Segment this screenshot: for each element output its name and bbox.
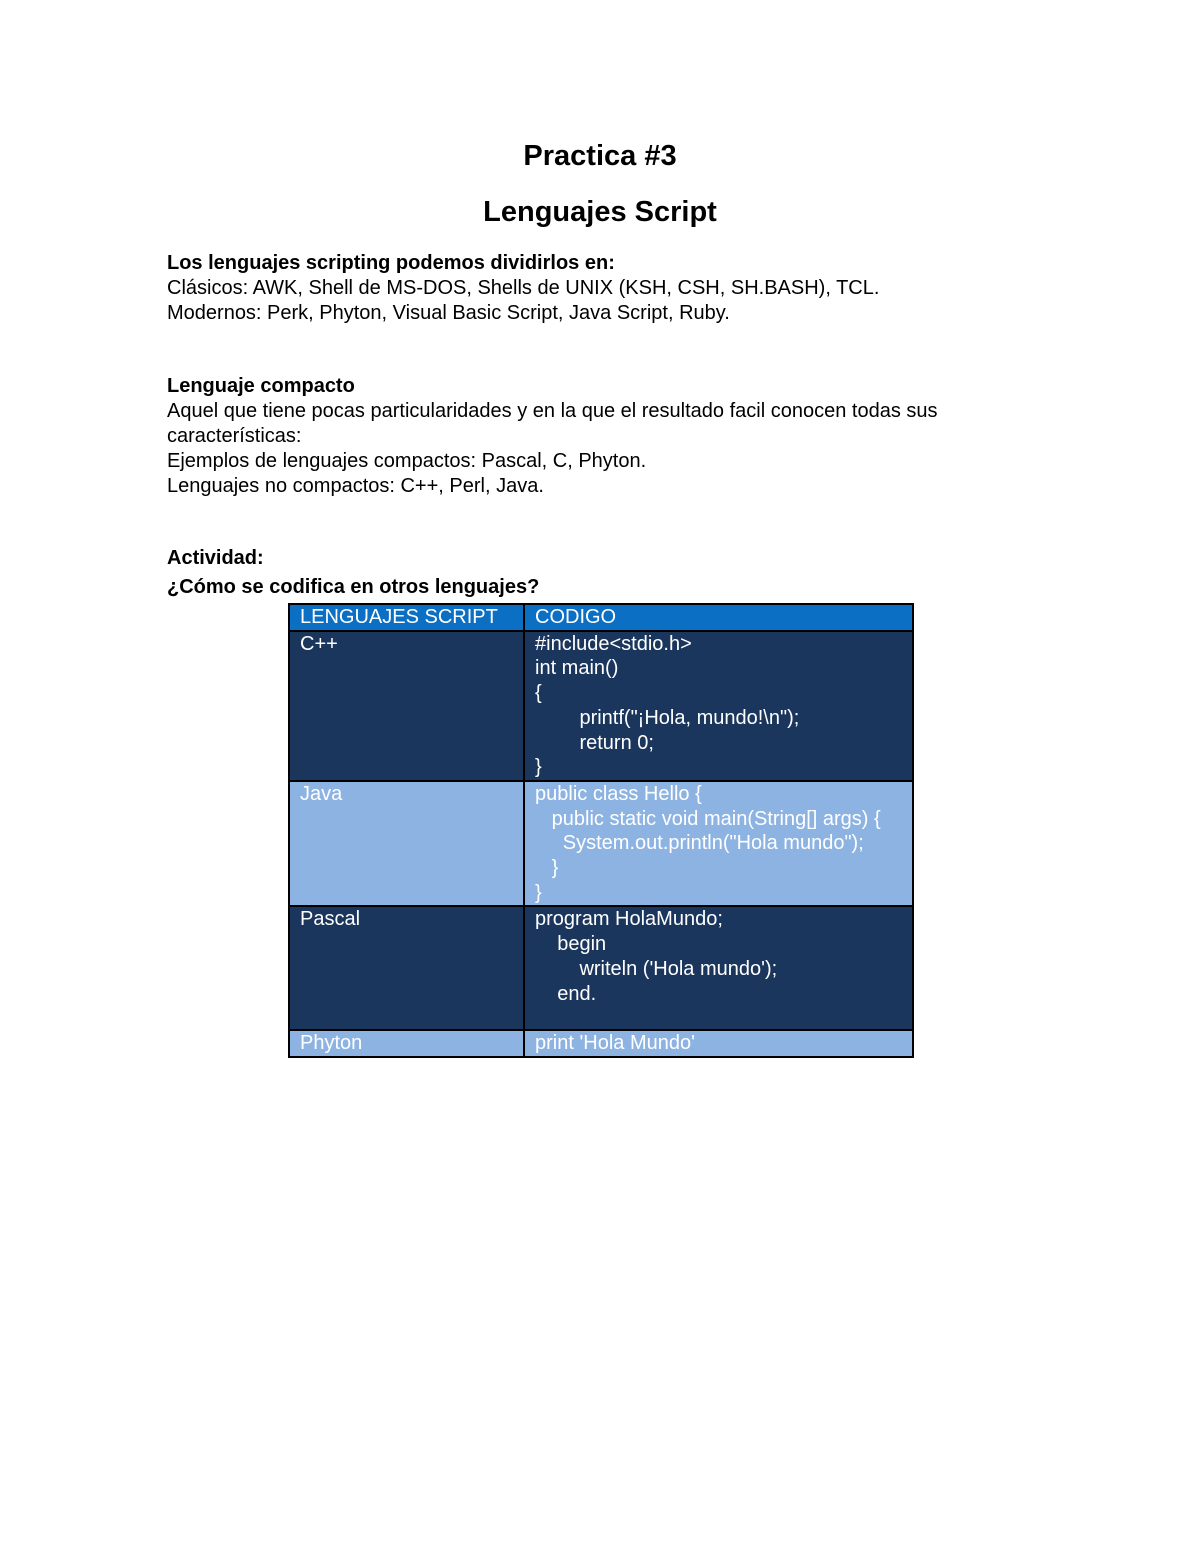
header-language: LENGUAJES SCRIPT [289, 604, 524, 631]
table-row [289, 906, 913, 1030]
code-line: } [535, 756, 542, 779]
non-compact-examples: Lenguajes no compactos: C++, Perl, Java. [167, 475, 544, 497]
code-line: program HolaMundo; [535, 908, 723, 931]
language-cell: Phyton [289, 1030, 524, 1057]
code-line: printf("¡Hola, mundo!\n"); [535, 706, 800, 729]
table-row [289, 631, 913, 781]
document-title: Practica #3 [523, 140, 677, 172]
code-line: writeln ('Hola mundo'); [535, 957, 778, 980]
intro-section [167, 251, 1047, 326]
compact-section [167, 374, 1047, 499]
classic-languages: Clásicos: AWK, Shell de MS-DOS, Shells de UNIX (KSH, CSH, SH.BASH), TCL. [167, 277, 880, 299]
code-line: public class Hello { [535, 782, 702, 805]
code-line: public static void main(String[] args) { [535, 807, 881, 830]
languages-table [288, 603, 914, 1058]
code-line: int main() [535, 657, 619, 680]
activity-question: ¿Cómo se codifica en otros lenguajes? [167, 576, 540, 598]
code-line: print 'Hola Mundo' [535, 1032, 695, 1055]
code-cell [524, 1030, 913, 1057]
language-cell: Java [289, 781, 524, 907]
table-row [289, 1030, 913, 1057]
code-line: } [535, 881, 542, 904]
compact-examples: Ejemplos de lenguajes compactos: Pascal, C, Phyton. [167, 450, 647, 472]
code-line: end. [535, 982, 597, 1005]
code-cell [524, 781, 913, 907]
document-subtitle: Lenguajes Script [483, 196, 717, 228]
activity-section [167, 546, 1047, 600]
language-cell: Pascal [289, 906, 524, 1030]
code-cell [524, 631, 913, 781]
compact-definition: Aquel que tiene pocas particularidades y en la que el resultado facil conocen todas sus características: [167, 400, 938, 447]
code-line: #include<stdio.h> [535, 632, 692, 655]
code-cell [524, 906, 913, 1030]
code-line: begin [535, 933, 607, 956]
intro-heading: Los lenguajes scripting podemos dividirlos en: [167, 252, 615, 274]
language-cell: C++ [289, 631, 524, 781]
code-line: } [535, 857, 559, 880]
table-header-row [289, 604, 913, 631]
modern-languages: Modernos: Perk, Phyton, Visual Basic Script, Java Script, Ruby. [167, 302, 730, 324]
header-code: CODIGO [524, 604, 913, 631]
table-row [289, 781, 913, 907]
code-line: { [535, 682, 542, 705]
compact-heading: Lenguaje compacto [167, 375, 355, 397]
activity-heading: Actividad: [167, 547, 264, 569]
code-line: System.out.println("Hola mundo"); [535, 832, 864, 855]
code-line: return 0; [535, 731, 654, 754]
